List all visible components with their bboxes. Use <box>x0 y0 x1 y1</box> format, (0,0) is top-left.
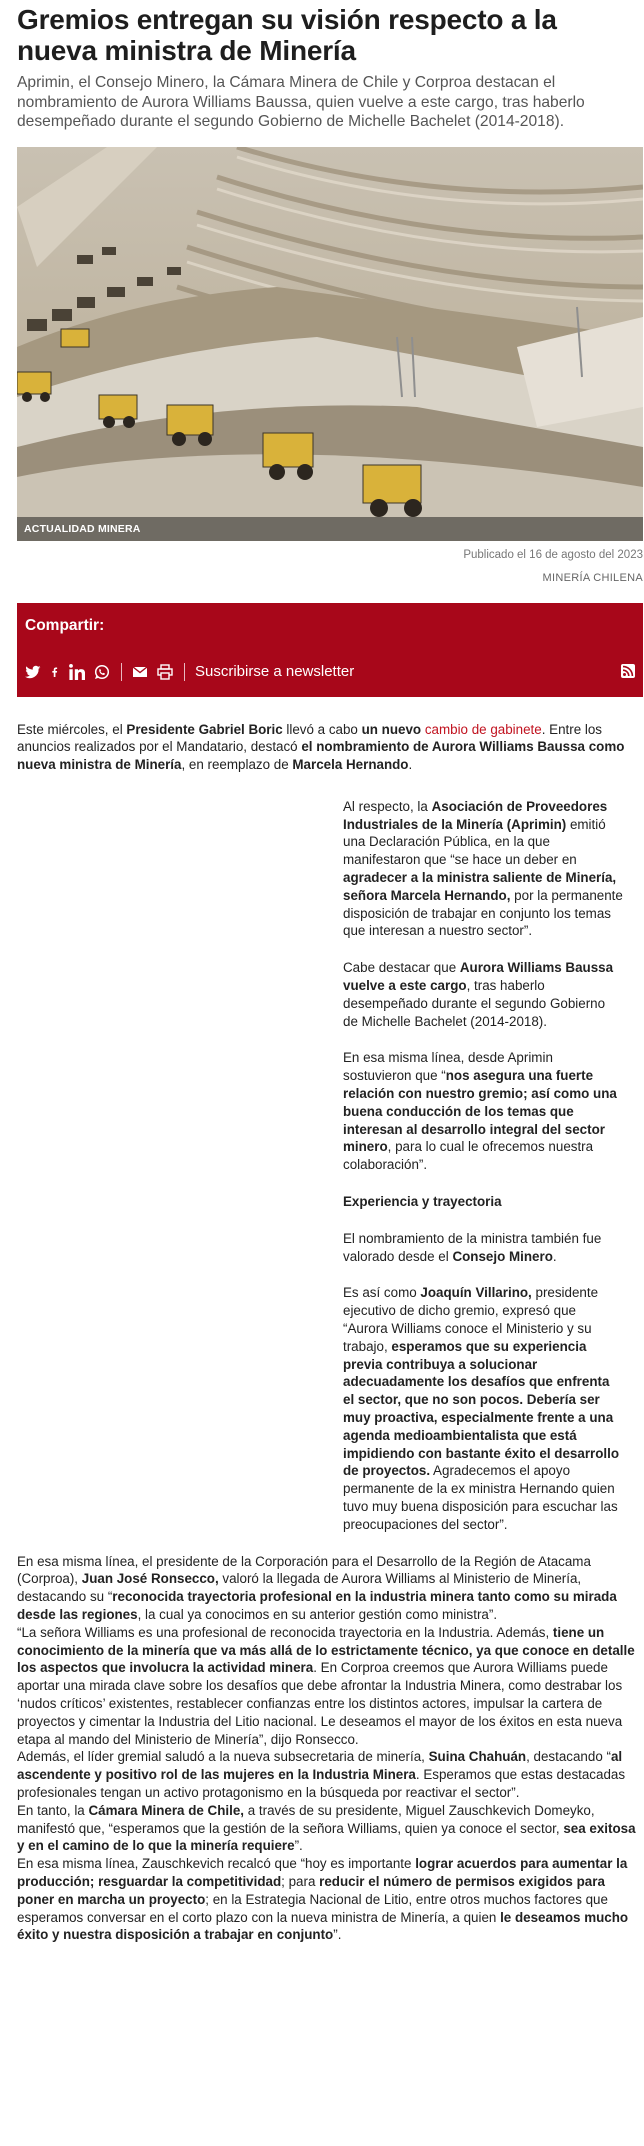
section-heading: Experiencia y trayectoria <box>343 1194 502 1210</box>
divider <box>121 663 122 681</box>
paragraph: El nombramiento de la ministra también fue valorado desde el Consejo Minero. <box>343 1230 602 1264</box>
paragraph: En esa misma línea, desde Aprimin sostuvieron que “nos asegura una fuerte relación con nuestro gremio; así como una buena conducción de los temas que interesan al desarrollo integral del sector minero, para lo cual le ofrecemos nuestra colaboración”. <box>343 1050 617 1173</box>
email-icon[interactable] <box>132 664 157 680</box>
rss-icon[interactable] <box>621 664 635 678</box>
share-label: Compartir: <box>25 616 105 634</box>
whatsapp-icon[interactable] <box>94 664 119 680</box>
facebook-icon[interactable] <box>50 664 69 680</box>
paragraph: En esa misma línea, Zauschkevich recalcó que “hoy es importante lograr acuerdos para aumentar la producción; resguardar la competitividad; para reducir el número de permisos exigidos para poner en marcha un proyecto; en la Estrategia Nacional de Litio, entre otros muchos factores que esperamos conversar en el corto plazo con la nueva ministra de Minería, a quien le deseamos mucho éxito y nuestra disposición a trabajar en conjunto”. <box>17 1856 629 1943</box>
share-bar <box>17 603 643 697</box>
twitter-icon[interactable] <box>25 664 50 680</box>
article-subtitle: Aprimin, el Consejo Minero, la Cámara Minera de Chile y Corproa destacan el nombramiento de Aurora Williams Baussa, quien vuelve a este cargo, tras haberlo desempeñado durante el segundo Gobierno de Michelle Bachelet (2014-2018). <box>17 74 585 130</box>
paragraph: Este miércoles, el Presidente Gabriel Boric llevó a cabo un nuevo cambio de gabinete. Entre los anuncios realizados por el Mandatario, destacó el nombramiento de Aurora Williams Baussa como nueva ministra de Minería, en reemplazo de Marcela Hernando. <box>17 721 625 773</box>
print-icon[interactable] <box>157 664 182 680</box>
paragraph: Además, el líder gremial saludó a la nueva subsecretaria de minería, Suina Chahuán, destacando “al ascendente y positivo rol de las mujeres en la Industria Minera. Esperamos que estas destacadas profesionales tengan un activo protagonismo en la búsqueda por reactivar el sector”. <box>17 1749 626 1800</box>
article-meta <box>17 546 643 587</box>
page-title: Gremios entregan su visión respecto a la nueva ministra de Minería <box>17 4 557 66</box>
cambio-gabinete-link[interactable]: cambio de gabinete <box>424 721 542 737</box>
source-link[interactable]: MINERÍA CHILENA <box>542 571 643 584</box>
hero-image <box>17 147 643 541</box>
article-body <box>17 721 643 1945</box>
article <box>17 0 643 1944</box>
paragraph: Es así como Joaquín Villarino, presidente ejecutivo de dicho gremio, expresó que “Aurora Williams conoce el Ministerio y su trabajo, esperamos que su experiencia previa contribuya a solucionar adecuadamente los desafíos que enfrenta el sector, que no son pocos. Debería ser muy proactiva, especialmente frente a una agenda medioambientalista que está impidiendo con bastante éxito el desarrollo de proyectos. Agradecemos el apoyo permanente de la ex ministra Hernando quien tuvo muy buena disposición para escuchar las preocupaciones del sector”. <box>343 1285 620 1532</box>
share-icons <box>25 660 354 684</box>
newsletter-link[interactable]: Suscribirse a newsletter <box>195 663 355 680</box>
right-column <box>343 798 623 1534</box>
paragraph: Cabe destacar que Aurora Williams Baussa vuelve a este cargo, tras haberlo desempeñado durante el segundo Gobierno de Michelle Bachelet (2014-2018). <box>343 960 614 1029</box>
publish-date: Publicado el 16 de agosto del 2023 <box>463 548 643 561</box>
paragraph: Al respecto, la Asociación de Proveedores Industriales de la Minería (Aprimin) emitió una Declaración Pública, en la que manifestaron que “se hace un deber en agradecer a la ministra saliente de Minería, señora Marcela Hernando, por la permanente disposición de trabajar en conjunto los temas que interesan a nuestro sector”. <box>343 798 623 939</box>
paragraph: En tanto, la Cámara Minera de Chile, a través de su presidente, Miguel Zauschkevich Domeyko, manifestó que, “esperamos que la gestión de la señora Williams, quien ya conoce el sector, sea exitosa y en el camino de lo que la minería requiere”. <box>17 1802 636 1854</box>
divider <box>184 663 185 681</box>
mine-illustration <box>17 147 643 541</box>
linkedin-icon[interactable] <box>69 664 94 680</box>
paragraph: “La señora Williams es una profesional de reconocida trayectoria en la Industria. Además, tiene un conocimiento de la minería que va más allá de lo estrictamente técnico, ya que conoce en detalle los aspectos que involucra la actividad minera. En Corproa creemos que Aurora Williams puede aportar una mirada clave sobre los desafíos que debe afrontar la Industria Minera, como destrabar los ‘nudos críticos’ existentes, restablecer confianzas entre los distintos actores, impulsar la cartera de proyectos y cimentar la Industria del Litio nacional. Le deseamos el mayor de los éxitos en esta nueva etapa al mando del Ministerio de Minería”, dijo Ronsecco. <box>17 1624 635 1747</box>
paragraph: En esa misma línea, el presidente de la Corporación para el Desarrollo de la Región de Atacama (Corproa), Juan José Ronsecco, valoró la llegada de Aurora Williams al Ministerio de Minería, destacando su “reconocida trayectoria profesional en la industria minera tanto como su mirada desde las regiones, la cual ya conocimos en su anterior gestión como ministra”. <box>17 1553 617 1622</box>
image-caption: ACTUALIDAD MINERA <box>17 517 643 541</box>
